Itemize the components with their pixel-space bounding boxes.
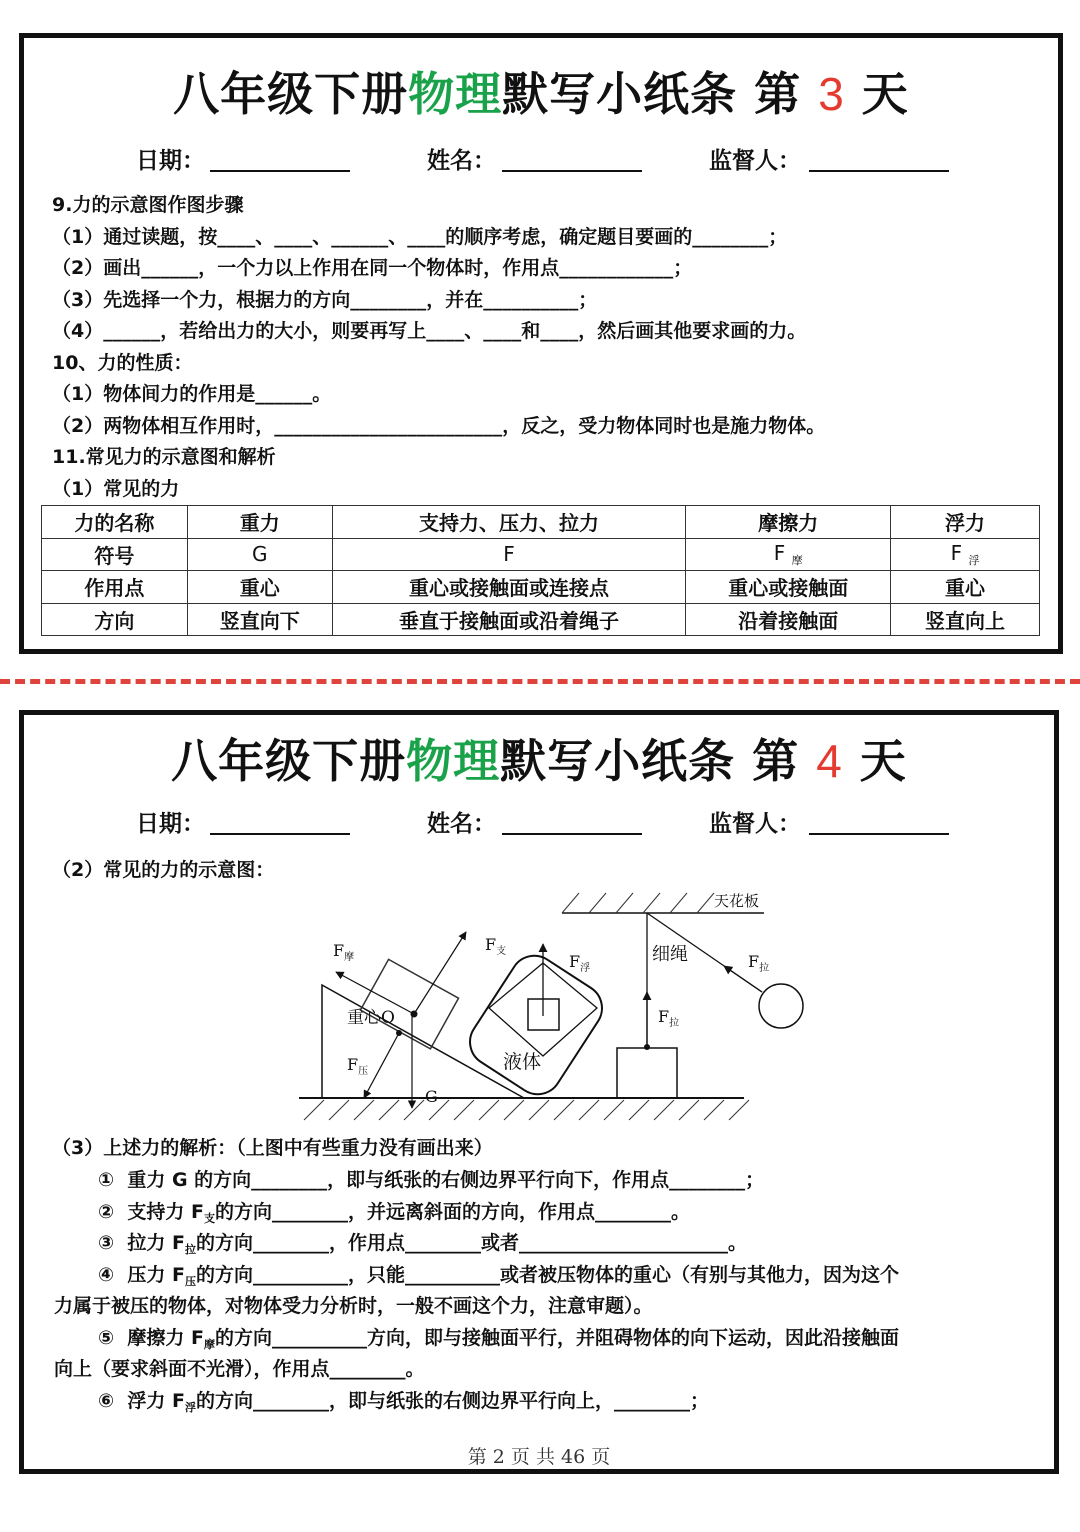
item-text: 的方向________，作用点________或者______________________。 <box>195 1232 747 1254</box>
tension-label-vertical: $F_拉$ <box>658 1007 680 1029</box>
question-line: （1）通过读题，按____、____、______、____的顺序考虑，确定题目要画的________； <box>52 226 788 248</box>
heading-9: 9.力的示意图作图步骤 <box>52 194 244 216</box>
item-text: 的方向________，并远离斜面的方向，作用点________。 <box>214 1201 690 1223</box>
ceiling-label: 天花板 <box>714 892 760 910</box>
analysis-item-4 <box>98 1263 899 1294</box>
name-field[interactable] <box>502 170 642 172</box>
table-cell <box>891 538 1040 571</box>
item-text: 支持力 F <box>127 1201 204 1223</box>
table-cell: G <box>187 538 332 571</box>
date-field[interactable] <box>210 833 350 835</box>
heading-10: 10、力的性质： <box>52 352 193 374</box>
hanging-ball <box>759 984 803 1028</box>
table-cell: 浮力 <box>891 506 1040 539</box>
question-line: （2）画出______，一个力以上作用在同一个物体时，作用点____________； <box>52 257 693 279</box>
item-text: 的方向________，即与纸张的右侧边界平行向上，________； <box>195 1390 709 1412</box>
title-subject: 物理 <box>408 67 503 121</box>
item-text: 的方向__________方向，即与接触面平行，并阻碍物体的向下运动，因此沿接触面 <box>214 1327 899 1349</box>
symbol-sub: 浮 <box>968 553 980 567</box>
item-sub: 压 <box>184 1275 196 1288</box>
title-middle: 默写小纸条 第 <box>500 734 817 788</box>
subheading-common-forces: （1）常见的力 <box>52 478 180 500</box>
table-row <box>42 603 1040 636</box>
section-3-heading: （3）上述力的解析：（上图中有些重力没有画出来） <box>52 1137 493 1159</box>
table-cell: 支持力、压力、拉力 <box>332 506 686 539</box>
day4-meta <box>24 805 1054 835</box>
analysis-item-5-continued: 向上（要求斜面不光滑），作用点________。 <box>54 1358 425 1380</box>
ground-hatch <box>299 1098 749 1120</box>
gravity-label: G <box>425 1087 438 1106</box>
block-on-incline <box>360 959 458 1049</box>
title-suffix: 天 <box>842 734 907 788</box>
supervisor-field[interactable] <box>809 833 949 835</box>
dashed-divider <box>0 679 1080 684</box>
table-cell: 重心 <box>891 571 1040 604</box>
item-text: 摩擦力 F <box>127 1327 204 1349</box>
item-text: 重力 G 的方向________，即与纸张的右侧边界平行向下，作用点________； <box>127 1169 765 1191</box>
table-cell: 竖直向上 <box>891 603 1040 636</box>
item-number: ④ <box>98 1264 115 1286</box>
symbol-sub: 摩 <box>791 553 803 567</box>
table-cell: 力的名称 <box>42 506 188 539</box>
table-cell: 作用点 <box>42 571 188 604</box>
name-field[interactable] <box>502 833 642 835</box>
item-number: ① <box>98 1169 115 1191</box>
forces-table <box>41 505 1040 636</box>
rope-label: 细绳 <box>652 944 688 965</box>
section-2-heading: （2）常见的力的示意图： <box>52 859 275 881</box>
table-cell: 摩擦力 <box>686 506 891 539</box>
day4-title <box>24 725 1054 791</box>
force-diagram <box>294 880 814 1130</box>
friction-label: $F_摩$ <box>333 941 355 963</box>
table-cell: F <box>332 538 686 571</box>
table-row <box>42 506 1040 539</box>
title-day-number: 3 <box>818 68 845 120</box>
item-sub: 支 <box>203 1212 215 1225</box>
item-text: 浮力 F <box>127 1390 185 1412</box>
day3-card <box>19 33 1063 654</box>
analysis-item-2 <box>98 1200 690 1231</box>
tension-label-slanted: $F_拉$ <box>748 952 770 974</box>
hang-point <box>644 1044 650 1050</box>
supervisor-label: 监督人： <box>709 811 801 837</box>
symbol-f: F <box>773 540 786 565</box>
date-label: 日期： <box>136 148 205 174</box>
table-cell: 方向 <box>42 603 188 636</box>
symbol-f: F <box>950 540 963 565</box>
name-label: 姓名： <box>427 148 496 174</box>
supervisor-label: 监督人： <box>709 148 801 174</box>
analysis-item-5 <box>98 1326 899 1357</box>
page-footer: 第 2 页 共 46 页 <box>467 1446 611 1468</box>
title-middle: 默写小纸条 第 <box>502 67 819 121</box>
analysis-item-3 <box>98 1231 747 1262</box>
hanging-block <box>617 1048 677 1098</box>
table-cell: 垂直于接触面或沿着绳子 <box>332 603 686 636</box>
title-subject: 物理 <box>406 734 501 788</box>
item-number: ⑤ <box>98 1327 115 1349</box>
table-cell: 重力 <box>187 506 332 539</box>
title-day-number: 4 <box>816 735 843 787</box>
heading-11: 11.常见力的示意图和解析 <box>52 446 276 468</box>
table-row <box>42 538 1040 571</box>
supervisor-field[interactable] <box>809 170 949 172</box>
table-cell: 竖直向下 <box>187 603 332 636</box>
analysis-item-6 <box>98 1389 709 1420</box>
question-line: （3）先选择一个力，根据力的方向________，并在__________； <box>52 289 598 311</box>
liquid-label: 液体 <box>503 1051 542 1073</box>
analysis-item-1 <box>98 1168 764 1192</box>
item-number: ⑥ <box>98 1390 115 1412</box>
item-sub: 浮 <box>184 1401 196 1414</box>
item-sub: 摩 <box>203 1338 215 1351</box>
table-cell: 符号 <box>42 538 188 571</box>
title-suffix: 天 <box>844 67 909 121</box>
day3-title <box>24 58 1058 124</box>
date-field[interactable] <box>210 170 350 172</box>
item-number: ③ <box>98 1232 115 1254</box>
support-label: $F_支$ <box>485 935 507 957</box>
item-text: 拉力 F <box>127 1232 185 1254</box>
pressure-label: $F_压$ <box>347 1055 369 1077</box>
center-label: 重心O <box>347 1008 395 1028</box>
support-force-arrow <box>414 932 466 1014</box>
item-text: 压力 F <box>127 1264 185 1286</box>
pressure-force-arrow <box>364 1033 399 1098</box>
buoyancy-label: $F_浮$ <box>569 952 591 974</box>
table-cell: 沿着接触面 <box>686 603 891 636</box>
item-number: ② <box>98 1201 115 1223</box>
day3-meta <box>24 142 1058 172</box>
day4-card <box>19 710 1059 1474</box>
table-row <box>42 571 1040 604</box>
name-label: 姓名： <box>427 811 496 837</box>
analysis-item-4-continued: 力属于被压的物体，对物体受力分析时，一般不画这个力，注意审题）。 <box>54 1295 653 1317</box>
table-cell: 重心 <box>187 571 332 604</box>
title-prefix: 八年级下册 <box>173 67 409 121</box>
table-cell: 重心或接触面 <box>686 571 891 604</box>
item-text: 的方向__________，只能__________或者被压物体的重心（有别与其他力，因为这个 <box>195 1264 899 1286</box>
table-cell: 重心或接触面或连接点 <box>332 571 686 604</box>
question-line: （2）两物体相互作用时，________________________，反之，受力物体同时也是施力物体。 <box>52 415 826 437</box>
question-line: （1）物体间力的作用是______。 <box>52 383 332 405</box>
item-sub: 拉 <box>184 1243 196 1256</box>
date-label: 日期： <box>136 811 205 837</box>
table-cell <box>686 538 891 571</box>
question-line: （4）______，若给出力的大小，则要再写上____、____和____，然后画其他要求画的力。 <box>52 320 807 342</box>
incline <box>322 985 524 1098</box>
title-prefix: 八年级下册 <box>171 734 407 788</box>
